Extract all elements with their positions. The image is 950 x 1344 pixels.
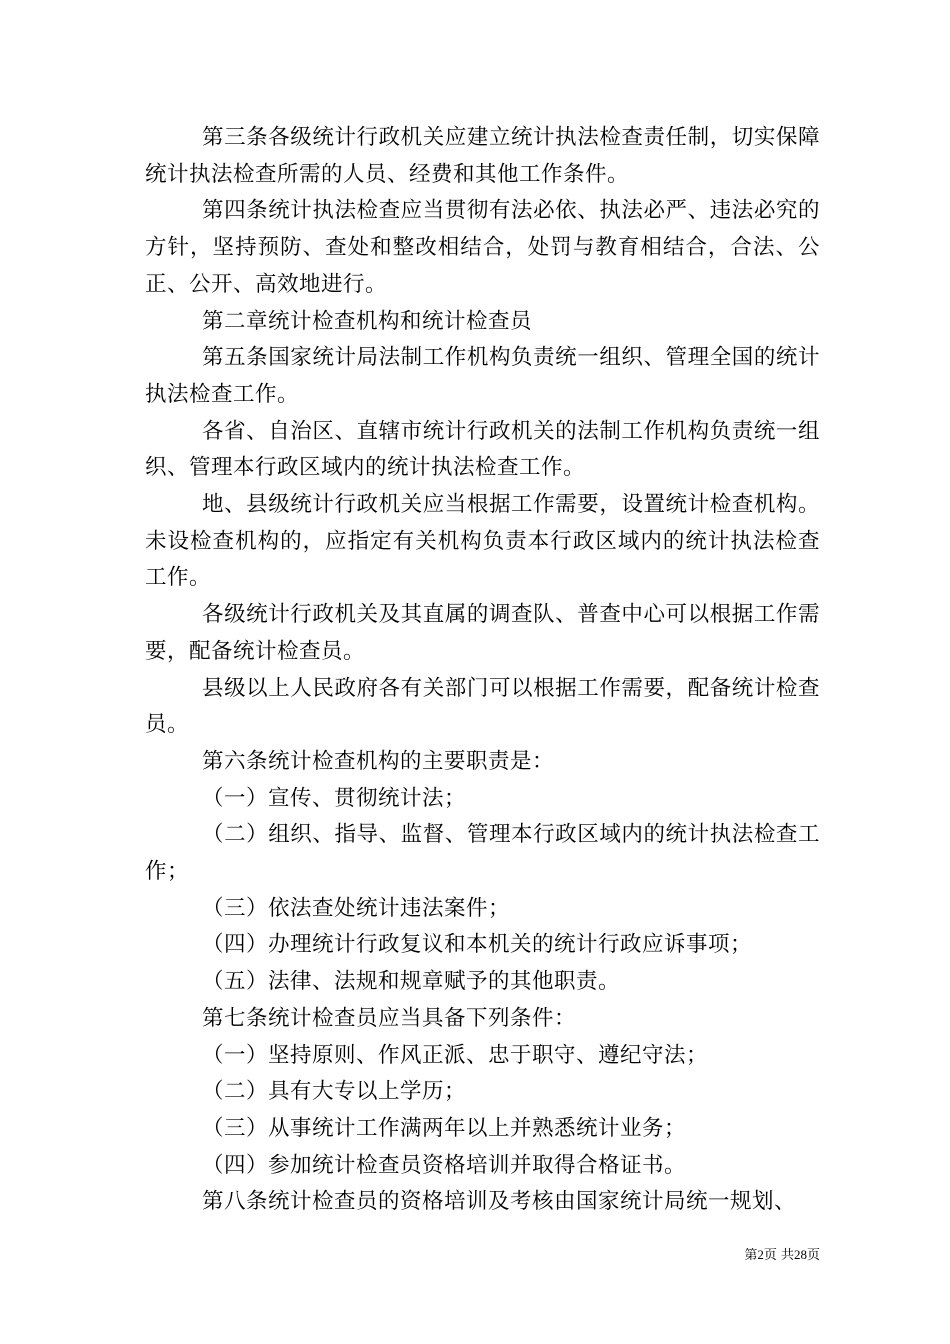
paragraph-county-level: 地、县级统计行政机关应当根据工作需要，设置统计检查机构。未设检查机构的，应指定有关机构负责本行政区域内的统计执法检查工作。 (145, 492, 820, 591)
paragraph-article-4: 第四条统计执法检查应当贯彻有法必依、执法必严、违法必究的方针，坚持预防、查处和整改相结合，处罚与教育相结合，合法、公正、公开、高效地进行。 (145, 198, 820, 297)
list-item: （二）具有大专以上学历； (202, 1079, 467, 1105)
paragraph-survey-teams: 各级统计行政机关及其直属的调查队、普查中心可以根据工作需要，配备统计检查员。 (145, 602, 820, 664)
page-label-suffix: 页 (806, 1248, 820, 1263)
document-body (145, 120, 820, 1221)
page-label-middle: 页 共 (763, 1248, 794, 1263)
list-item: （五）法律、法规和规章赋予的其他职责。 (202, 969, 621, 995)
page-label-prefix: 第 (744, 1248, 758, 1263)
paragraph-government-departments: 县级以上人民政府各有关部门可以根据工作需要，配备统计检查员。 (145, 675, 820, 738)
list-item: （一）宣传、贯彻统计法； (202, 785, 467, 811)
list-item: （三）依法查处统计违法案件； (202, 895, 511, 921)
paragraph-article-8: 第八条统计检查员的资格培训及考核由国家统计局统一规划、 (202, 1189, 797, 1215)
page-footer (700, 1246, 820, 1265)
paragraph-article-3: 第三条各级统计行政机关应建立统计执法检查责任制，切实保障统计执法检查所需的人员、经费和其他工作条件。 (145, 125, 820, 187)
paragraph-provinces: 各省、自治区、直辖市统计行政机关的法制工作机构负责统一组织、管理本行政区域内的统计执法检查工作。 (145, 418, 820, 481)
current-page-number: 2 (757, 1247, 764, 1262)
list-item: （四）参加统计检查员资格培训并取得合格证书。 (202, 1152, 687, 1178)
paragraph-article-5: 第五条国家统计局法制工作机构负责统一组织、管理全国的统计执法检查工作。 (145, 345, 820, 407)
list-item: （四）办理统计行政复议和本机关的统计行政应诉事项； (202, 932, 753, 958)
total-page-number: 28 (793, 1247, 807, 1262)
paragraph-article-6: 第六条统计检查机构的主要职责是： (202, 748, 555, 774)
list-item: （一）坚持原则、作风正派、忠于职守、遵纪守法； (202, 1042, 709, 1068)
chapter-heading: 第二章统计检查机构和统计检查员 (202, 308, 533, 334)
list-item: （二）组织、指导、监督、管理本行政区域内的统计执法检查工作； (145, 822, 820, 885)
paragraph-article-7: 第七条统计检查员应当具备下列条件： (202, 1005, 577, 1031)
list-item: （三）从事统计工作满两年以上并熟悉统计业务； (202, 1115, 687, 1141)
